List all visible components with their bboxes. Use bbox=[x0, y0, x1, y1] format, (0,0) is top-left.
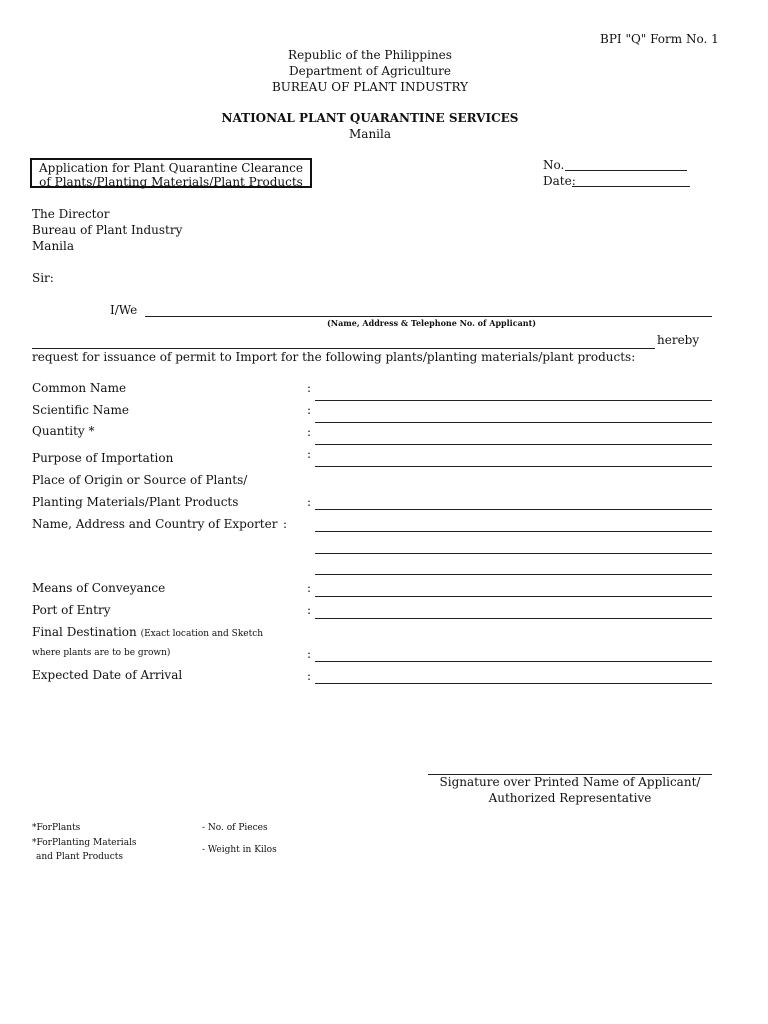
hereby-text: hereby bbox=[657, 333, 700, 347]
colon: : bbox=[307, 495, 312, 509]
applicant-name-field[interactable] bbox=[145, 316, 712, 317]
addressee-title: The Director bbox=[32, 207, 110, 221]
scientific-name-field[interactable] bbox=[315, 422, 712, 423]
exporter-field-line2[interactable] bbox=[315, 553, 712, 554]
date-field[interactable] bbox=[572, 186, 690, 187]
signature-caption-line1: Signature over Printed Name of Applicant/ bbox=[439, 775, 701, 789]
purpose-label: Purpose of Importation bbox=[32, 451, 174, 465]
colon: : bbox=[307, 447, 312, 461]
exporter-label: Name, Address and Country of Exporter bbox=[32, 517, 278, 531]
exporter-field-line1[interactable] bbox=[315, 531, 712, 532]
signature-caption-line2: Authorized Representative bbox=[488, 791, 652, 805]
footnote-plants-value: - No. of Pieces bbox=[202, 823, 268, 833]
colon: : bbox=[307, 381, 312, 395]
quantity-label: Quantity * bbox=[32, 424, 95, 438]
destination-label bbox=[32, 625, 263, 639]
applicant-prefix: I/We bbox=[110, 303, 138, 317]
header-republic: Republic of the Philippines bbox=[288, 48, 452, 62]
quantity-field[interactable] bbox=[315, 444, 712, 445]
origin-label-line1: Place of Origin or Source of Plants/ bbox=[32, 473, 248, 487]
arrival-field[interactable] bbox=[315, 683, 712, 684]
port-field[interactable] bbox=[315, 618, 712, 619]
conveyance-label: Means of Conveyance bbox=[32, 581, 166, 595]
number-label: No. bbox=[543, 158, 565, 172]
salutation: Sir: bbox=[32, 271, 54, 285]
request-text: request for issuance of permit to Import for the following plants/planting materials/plant products: bbox=[32, 350, 636, 364]
destination-label-text: Final Destination bbox=[32, 625, 137, 639]
common-name-label: Common Name bbox=[32, 381, 127, 395]
header-bureau: BUREAU OF PLANT INDUSTRY bbox=[271, 80, 469, 94]
form-title-box bbox=[30, 158, 312, 188]
applicant-address-field[interactable] bbox=[32, 348, 655, 349]
form-title-line1: Application for Plant Quarantine Clearance bbox=[38, 161, 304, 175]
footnote-materials-label: *ForPlanting Materials bbox=[32, 838, 137, 848]
colon: : bbox=[307, 669, 312, 683]
scientific-name-label: Scientific Name bbox=[32, 403, 129, 417]
destination-note: (Exact location and Sketch bbox=[140, 629, 264, 639]
port-label: Port of Entry bbox=[32, 603, 111, 617]
colon: : bbox=[307, 403, 312, 417]
origin-label-line2: Planting Materials/Plant Products bbox=[32, 495, 239, 509]
colon: : bbox=[307, 603, 312, 617]
destination-note-line2: where plants are to be grown) bbox=[32, 648, 171, 658]
exporter-field-line3[interactable] bbox=[315, 574, 712, 575]
arrival-label: Expected Date of Arrival bbox=[32, 668, 183, 682]
header-city: Manila bbox=[349, 127, 391, 141]
colon: : bbox=[307, 425, 312, 439]
addressee-office: Bureau of Plant Industry bbox=[32, 223, 183, 237]
header-department: Department of Agriculture bbox=[288, 64, 452, 78]
colon: : bbox=[283, 517, 288, 531]
form-title-line2: of Plants/Planting Materials/Plant Products bbox=[39, 175, 303, 189]
purpose-field[interactable] bbox=[315, 466, 712, 467]
header-office: NATIONAL PLANT QUARANTINE SERVICES bbox=[221, 111, 519, 125]
destination-field[interactable] bbox=[315, 661, 712, 662]
footnote-materials-value: - Weight in Kilos bbox=[202, 845, 277, 855]
colon: : bbox=[307, 647, 312, 661]
conveyance-field[interactable] bbox=[315, 596, 712, 597]
footnote-plants-label: *ForPlants bbox=[32, 823, 81, 833]
applicant-caption: (Name, Address & Telephone No. of Applicant) bbox=[327, 318, 537, 328]
date-label: Date: bbox=[543, 174, 576, 188]
addressee-city: Manila bbox=[32, 239, 74, 253]
common-name-field[interactable] bbox=[315, 400, 712, 401]
colon: : bbox=[307, 581, 312, 595]
form-number: BPI "Q" Form No. 1 bbox=[600, 32, 719, 46]
footnote-materials-label2: and Plant Products bbox=[36, 852, 123, 862]
number-field[interactable] bbox=[565, 170, 687, 171]
origin-field[interactable] bbox=[315, 509, 712, 510]
